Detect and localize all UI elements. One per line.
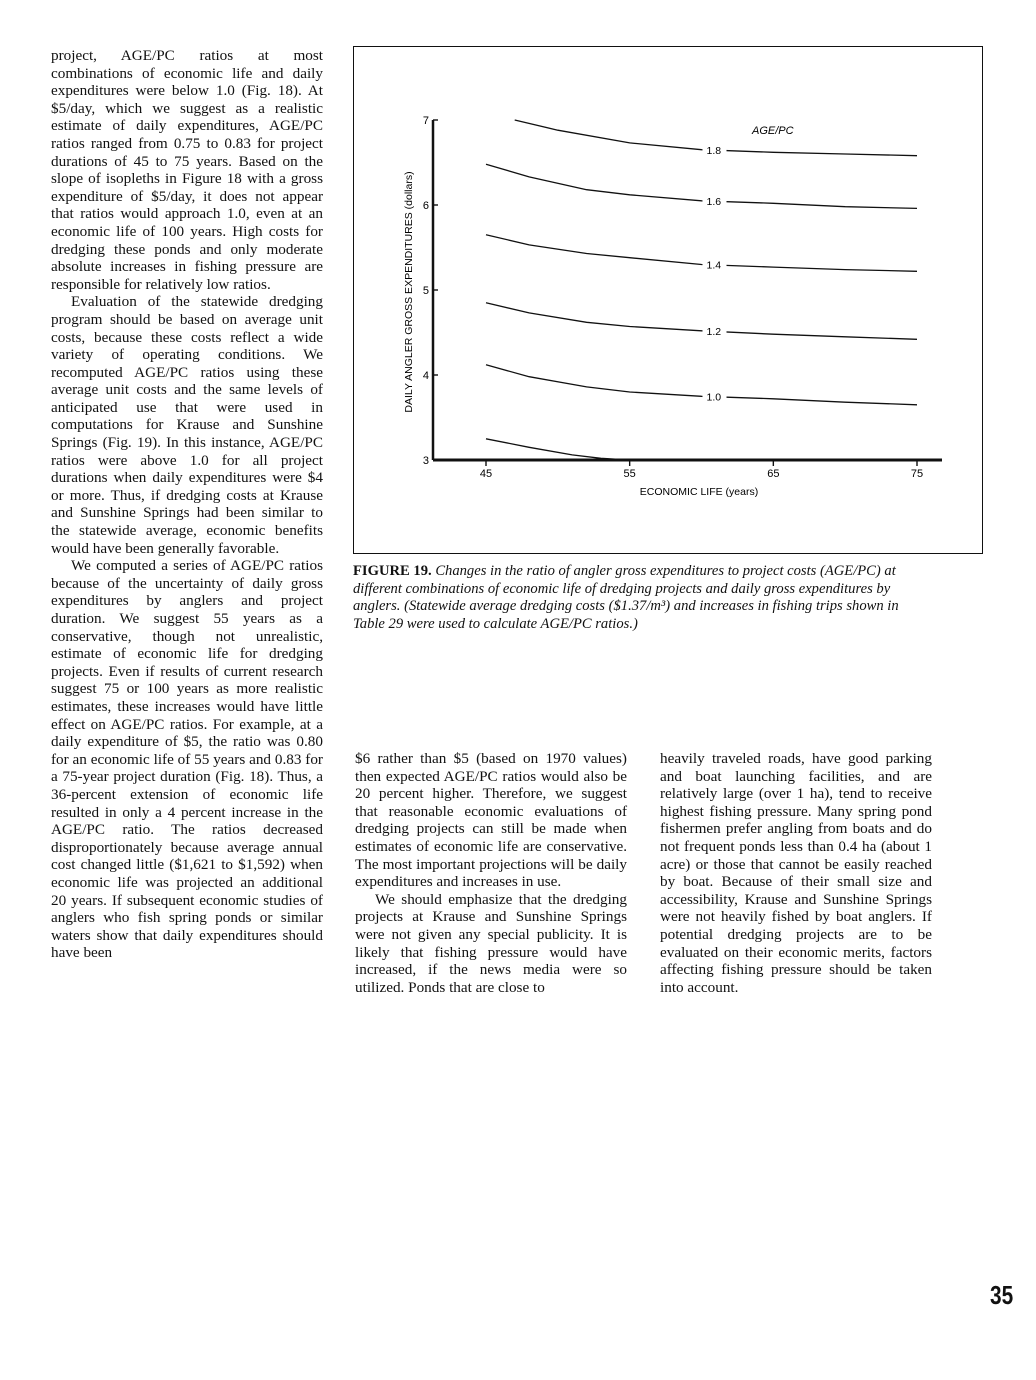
x-tick-label: 55 xyxy=(623,468,636,480)
isopleth-label: 1.4 xyxy=(706,259,722,272)
paragraph: $6 rather than $5 (based on 1970 values) then expected AGE/PC ratios would also be 20 percent higher. Therefore, we suggest that reasonable economic evaluations of dredging projects can still be made when estimates of economic life are conservative. The most important projections will be daily expenditures and increases in use. xyxy=(355,750,627,891)
isopleth-1-0 xyxy=(486,365,917,405)
isopleth-1-6 xyxy=(486,164,917,208)
isopleth-1-4 xyxy=(486,235,917,272)
x-axis-label: ECONOMIC LIFE (years) xyxy=(639,486,759,498)
paragraph: heavily traveled roads, have good parking and boat launching facilities, and are relatively large (over 1 ha), tend to receive highest fishing pressure. Many spring pond fishermen prefer angling from boats and do not frequent ponds less than 0.4 ha (about 1 acre) or those that cannot be easily reached by boat. Because of their small size and accessibility, Krause and Sunshine Springs were not heavily fished by boat anglers. If potential dredging projects are to be evaluated on their economic merits, factors affecting fishing pressure should be taken into account. xyxy=(660,750,932,996)
chart-svg xyxy=(354,47,982,553)
x-tick-label: 65 xyxy=(767,468,780,480)
y-tick-label: 7 xyxy=(422,115,429,127)
isopleth-label: 1.2 xyxy=(706,325,722,338)
isopleth-1-2 xyxy=(486,303,917,340)
y-tick-label: 3 xyxy=(422,455,429,467)
middle-text-column xyxy=(355,750,627,996)
left-text-column xyxy=(51,47,323,962)
isopleth-label: 1.8 xyxy=(706,144,722,157)
isopleth-0-8 xyxy=(486,439,630,460)
paragraph: Evaluation of the statewide dredging program should be based on average unit costs, because these costs reflect a wide variety of operating conditions. We recomputed AGE/PC ratios using these average unit costs and the same levels of anticipated use that were used in computations for Krause and Sunshine Springs (Fig. 19). In this instance, AGE/PC ratios were above 1.0 for all project durations when daily expenditures were $4 or more. Thus, if dredging costs at Krause and Sunshine Springs had been similar to the statewide average, economic benefits would have been generally favorable. xyxy=(51,293,323,557)
y-axis-label: DAILY ANGLER GROSS EXPENDITURES (dollars) xyxy=(403,171,415,413)
legend-title: AGE/PC xyxy=(752,125,794,137)
isopleth-label: 1.6 xyxy=(706,195,722,208)
page-number: 35 xyxy=(990,1280,1014,1310)
x-tick-label: 45 xyxy=(479,468,493,480)
y-tick-label: 6 xyxy=(422,200,429,212)
right-text-column xyxy=(660,750,932,996)
figure-caption-text: Changes in the ratio of angler gross expenditures to project costs (AGE/PC) at different combinations of economic life of dredging projects and daily gross expenditures by anglers. (Statewide average dredging costs ($1.37/m³) and increases in fishing trips shown in Table 29 were used to calculate AGE/PC ratios.) xyxy=(353,563,899,632)
x-tick-label: 75 xyxy=(910,468,924,480)
paragraph: project, AGE/PC ratios at most combinations of economic life and daily expenditures were below 1.0 (Fig. 18). At $5/day, which we suggest as a realistic estimate of daily expenditures, AGE/PC ratios ranged from 0.75 to 0.83 for project durations of 45 to 75 years. Based on the slope of isopleths in Figure 18 with a gross expenditure of $5/day, it does not appear that ratios would approach 1.0, even at an economic life of 100 years. High costs for dredging these ponds and only moderate absolute increases in fishing pressure are responsible for relatively low ratios. xyxy=(51,47,323,293)
y-tick-label: 4 xyxy=(422,370,429,382)
isopleth-label: 1.0 xyxy=(706,391,722,404)
paragraph: We should emphasize that the dredging projects at Krause and Sunshine Springs were not given any special publicity. It is likely that fishing pressure would have increased, if the news media were so utilized. Ponds that are close to xyxy=(355,890,627,996)
figure-19-chart xyxy=(353,46,983,554)
paragraph: We computed a series of AGE/PC ratios because of the uncertainty of daily gross expenditures by anglers and project duration. We suggest 55 years as a conservative, though not unrealistic, estimate of economic life for dredging projects. Even if results of current research suggest 75 or 100 years as more realistic estimates, these increases would have little effect on AGE/PC ratios. For example, at a daily expenditure of $5, the ratio was 0.80 for an economic life of 55 years and 0.83 for a 75-year project duration (Fig. 18). Thus, a 36-percent extension of economic life resulted in only a 4 percent increase in the AGE/PC ratio. The ratios decreased disproportionately because average annual cost changed little ($1,621 to $1,592) when economic life was projected an additional 20 years. If subsequent economic studies of anglers who fish spring ponds or similar waters show that daily expenditures should have been xyxy=(51,557,323,962)
y-tick-label: 5 xyxy=(422,285,429,297)
figure-caption xyxy=(353,563,913,633)
figure-label: FIGURE 19. xyxy=(353,563,432,579)
